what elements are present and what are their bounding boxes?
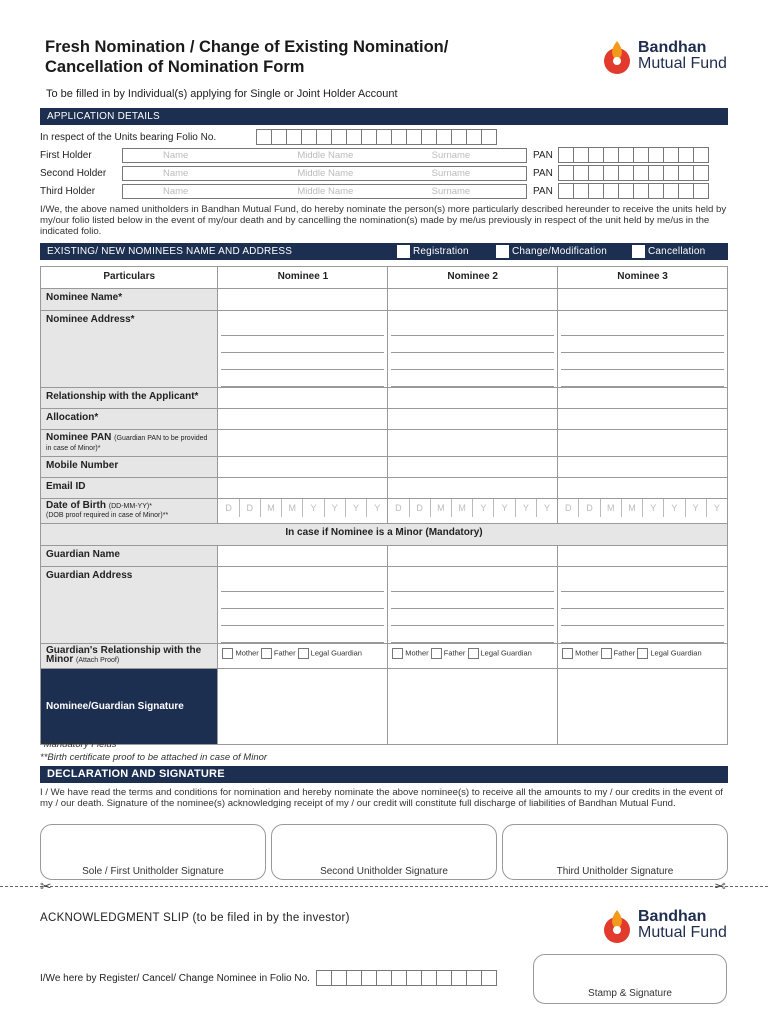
folio-input[interactable] [256, 129, 496, 145]
nominee-2-guardian-address-field[interactable] [388, 567, 558, 644]
nominee-2-address-field[interactable] [388, 311, 558, 388]
third-unitholder-signature-box[interactable]: Third Unitholder Signature [502, 824, 728, 880]
change-checkbox[interactable] [496, 245, 509, 258]
pan-label: PAN [533, 168, 553, 179]
row-label-email: Email ID [41, 478, 218, 499]
table-row [41, 311, 728, 388]
declaration-text: I / We have read the terms and conditions for nomination and hereby nominate the above nominee(s) to receive all the amounts to my / our credits in the event of my / our death. Signature of the nominee(s) acknowledging receipt of my / our credit will constitute full discharge of liabilities of Bandhan Mutual Fund. [40, 787, 723, 809]
mother-checkbox[interactable] [222, 648, 233, 659]
scissor-icon: ✂ [40, 878, 52, 894]
ack-title: ACKNOWLEDGMENT SLIP (to be filed in by the investor) [40, 912, 350, 924]
minor-heading: In case if Nominee is a Minor (Mandatory) [41, 524, 728, 546]
table-row [41, 669, 728, 745]
first-holder-name-field[interactable]: Name Middle Name Surname [122, 148, 527, 163]
row-label-address: Nominee Address* [41, 311, 218, 388]
legal-guardian-checkbox[interactable] [298, 648, 309, 659]
nominees-bar: EXISTING/ NEW NOMINEES NAME AND ADDRESS Registration Change/Modification Cancellation [40, 243, 728, 260]
folio-label: In respect of the Units bearing Folio No. [40, 132, 217, 143]
option-cancellation[interactable]: Cancellation [632, 243, 705, 260]
nominee-3-email-field[interactable] [558, 478, 728, 499]
pan-label: PAN [533, 150, 553, 161]
pan-label: PAN [533, 186, 553, 197]
row-label-dob: Date of Birth (DD-MM-YY)* (DOB proof required in case of Minor)** [41, 499, 218, 524]
table-row [41, 478, 728, 499]
header-nominee-1: Nominee 1 [218, 267, 388, 289]
second-holder-label: Second Holder [40, 168, 107, 179]
second-holder-pan-input[interactable] [558, 165, 708, 181]
second-holder-name-field[interactable]: Name Middle Name Surname [122, 166, 527, 181]
mandatory-note: *Mandatory Fields [40, 739, 117, 750]
nominee-1-address-field[interactable] [218, 311, 388, 388]
bandhan-flame-icon [600, 37, 634, 75]
nominee-2-allocation-field[interactable] [388, 409, 558, 430]
row-label-pan: Nominee PAN (Guardian PAN to be provided in case of Minor)* [41, 430, 218, 457]
option-change[interactable]: Change/Modification [496, 243, 607, 260]
table-row [41, 546, 728, 567]
table-header-row [41, 267, 728, 289]
nominee-3-signature-field[interactable] [558, 669, 728, 745]
father-checkbox[interactable] [431, 648, 442, 659]
table-row [41, 388, 728, 409]
application-details-bar: APPLICATION DETAILS [40, 108, 728, 125]
nominee-3-name-field[interactable] [558, 289, 728, 311]
father-checkbox[interactable] [601, 648, 612, 659]
nominee-2-guardian-rel-field: Mother Father Legal Guardian [388, 644, 558, 669]
row-label-guardian-relationship: Guardian's Relationship with the Minor (Attach Proof) [41, 644, 218, 669]
nominee-3-guardian-name-field[interactable] [558, 546, 728, 567]
third-holder-label: Third Holder [40, 186, 96, 197]
table-row [41, 457, 728, 478]
form-subtitle: To be filled in by Individual(s) applying for Single or Joint Holder Account [46, 88, 398, 100]
table-row [41, 289, 728, 311]
nominee-2-relationship-field[interactable] [388, 388, 558, 409]
nominee-2-dob-field[interactable]: D D M M Y Y Y Y [388, 499, 558, 524]
first-holder-label: First Holder [40, 150, 92, 161]
table-row [41, 644, 728, 669]
row-label-mobile: Mobile Number [41, 457, 218, 478]
header-particulars: Particulars [41, 267, 218, 289]
nominee-3-guardian-address-field[interactable] [558, 567, 728, 644]
registration-checkbox[interactable] [397, 245, 410, 258]
row-label-guardian-name: Guardian Name [41, 546, 218, 567]
nominee-3-mobile-field[interactable] [558, 457, 728, 478]
nominee-table [40, 266, 728, 745]
ack-folio-input[interactable] [316, 970, 496, 986]
nominee-3-address-field[interactable] [558, 311, 728, 388]
nominee-3-dob-field[interactable]: D D M M Y Y Y Y [558, 499, 728, 524]
nominee-2-pan-field[interactable] [388, 430, 558, 457]
logo: Bandhan Mutual Fund [600, 37, 727, 75]
table-row [41, 430, 728, 457]
header-nominee-2: Nominee 2 [388, 267, 558, 289]
nominee-1-allocation-field[interactable] [218, 409, 388, 430]
table-row [41, 409, 728, 430]
first-unitholder-signature-box[interactable]: Sole / First Unitholder Signature [40, 824, 266, 880]
row-label-name: Nominee Name* [41, 289, 218, 311]
logo: Bandhan Mutual Fund [600, 906, 727, 944]
legal-guardian-checkbox[interactable] [637, 648, 648, 659]
birth-note: **Birth certificate proof to be attached in case of Minor [40, 752, 268, 763]
nominee-3-pan-field[interactable] [558, 430, 728, 457]
scissor-icon: ✂ [714, 878, 726, 894]
nominee-2-guardian-name-field[interactable] [388, 546, 558, 567]
row-label-signature: Nominee/Guardian Signature [41, 669, 218, 745]
second-unitholder-signature-box[interactable]: Second Unitholder Signature [271, 824, 497, 880]
table-row [41, 499, 728, 524]
nominee-1-dob-field[interactable]: D D M M Y Y Y Y [218, 499, 388, 524]
nomination-statement: I/We, the above named unitholders in Bandhan Mutual Fund, do hereby nominate the person(s) more particularly described hereunder to receive the units held by my/our folio listed below in the event of my/our death and by cancelling the nomination(s) made by me/us previously in respect of the unit held by me/us in the indicated folio. [40, 204, 727, 237]
nominee-1-name-field[interactable] [218, 289, 388, 311]
nominee-1-mobile-field[interactable] [218, 457, 388, 478]
option-registration[interactable]: Registration [397, 243, 469, 260]
nominee-1-guardian-rel-field: Mother Father Legal Guardian [218, 644, 388, 669]
bandhan-flame-icon [600, 906, 634, 944]
mother-checkbox[interactable] [392, 648, 403, 659]
nominee-1-guardian-name-field[interactable] [218, 546, 388, 567]
minor-heading-row [41, 524, 728, 546]
row-label-allocation: Allocation* [41, 409, 218, 430]
header-nominee-3: Nominee 3 [558, 267, 728, 289]
nominee-1-pan-field[interactable] [218, 430, 388, 457]
nominee-1-relationship-field[interactable] [218, 388, 388, 409]
third-holder-pan-input[interactable] [558, 183, 708, 199]
nominee-3-relationship-field[interactable] [558, 388, 728, 409]
form-title: Fresh Nomination / Change of Existing Nomination/ Cancellation of Nomination Form [45, 38, 449, 76]
nominee-1-signature-field[interactable] [218, 669, 388, 745]
mother-checkbox[interactable] [562, 648, 573, 659]
table-row [41, 567, 728, 644]
nominee-2-mobile-field[interactable] [388, 457, 558, 478]
nominee-3-guardian-rel-field: Mother Father Legal Guardian [558, 644, 728, 669]
nominee-2-signature-field[interactable] [388, 669, 558, 745]
nominee-2-email-field[interactable] [388, 478, 558, 499]
cancellation-checkbox[interactable] [632, 245, 645, 258]
row-label-guardian-address: Guardian Address [41, 567, 218, 644]
first-holder-pan-input[interactable] [558, 147, 708, 163]
nominee-1-guardian-address-field[interactable] [218, 567, 388, 644]
nominee-1-email-field[interactable] [218, 478, 388, 499]
nominee-3-allocation-field[interactable] [558, 409, 728, 430]
cut-line [0, 886, 768, 887]
nominee-2-name-field[interactable] [388, 289, 558, 311]
declaration-bar: DECLARATION AND SIGNATURE [40, 766, 728, 783]
row-label-relationship: Relationship with the Applicant* [41, 388, 218, 409]
legal-guardian-checkbox[interactable] [468, 648, 479, 659]
ack-folio-label: I/We here by Register/ Cancel/ Change Nominee in Folio No. [40, 973, 310, 984]
father-checkbox[interactable] [261, 648, 272, 659]
stamp-signature-box[interactable]: Stamp & Signature [533, 954, 727, 1004]
third-holder-name-field[interactable]: Name Middle Name Surname [122, 184, 527, 199]
